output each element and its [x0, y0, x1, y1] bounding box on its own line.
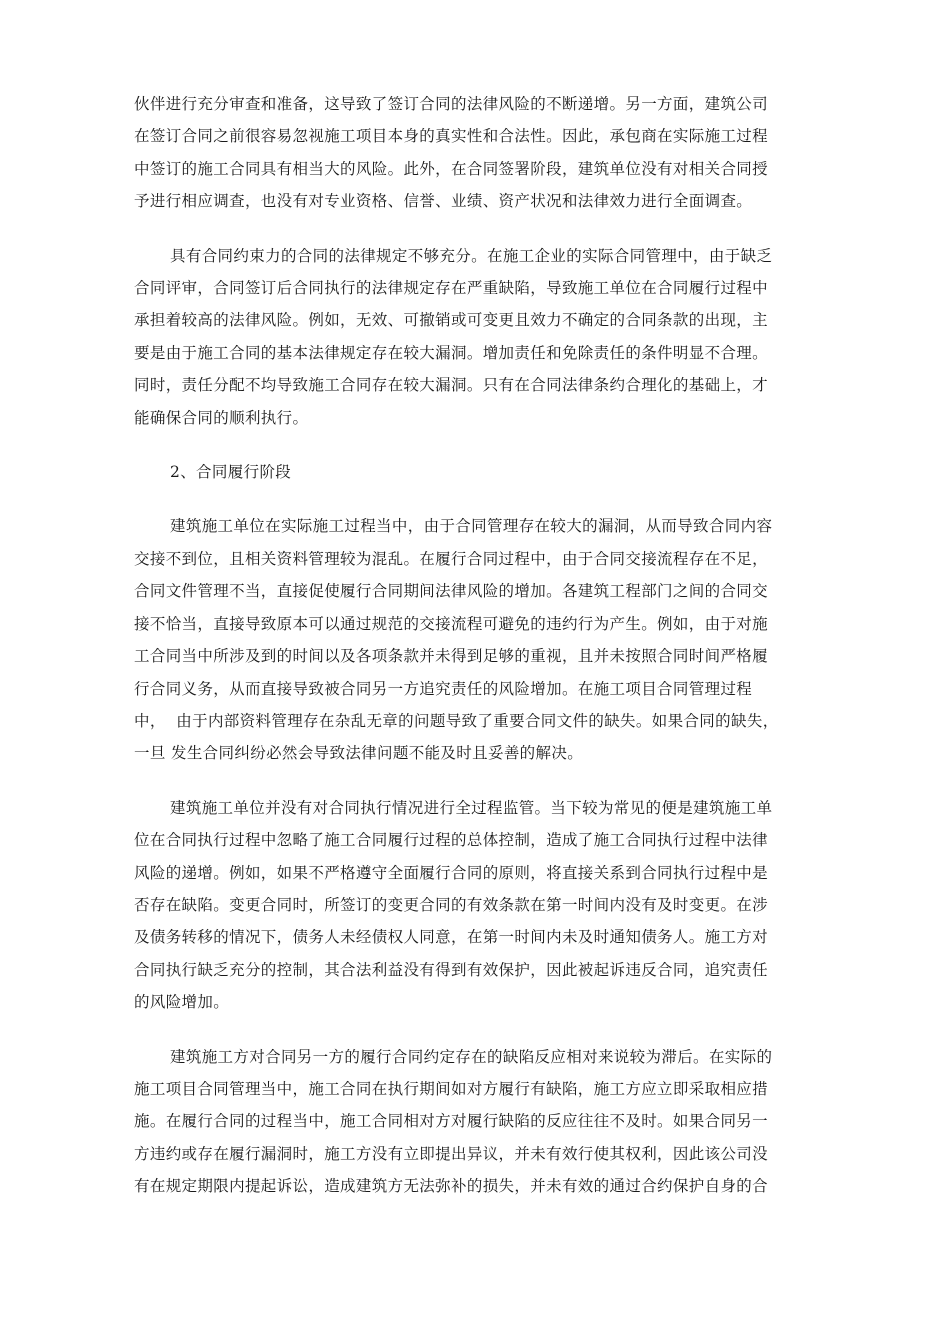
text-line: 有在规定期限内提起诉讼，造成建筑方无法弥补的损失，并未有效的通过合约保护自身的合	[134, 1177, 769, 1196]
text-line: 施。在履行合同的过程当中，施工合同相对方对履行缺陷的反应往往不及时。如果合同另一	[134, 1112, 769, 1131]
text-line: 合同评审，合同签订后合同执行的法律规定存在严重缺陷，导致施工单位在合同履行过程中	[134, 279, 769, 298]
text-line: 中， 由于内部资料管理存在杂乱无章的问题导致了重要合同文件的缺失。如果合同的缺失，	[134, 711, 779, 730]
text-line: 要是由于施工合同的基本法律规定存在较大漏洞。增加责任和免除责任的条件明显不合理。	[134, 343, 769, 362]
paragraph-1	[134, 88, 824, 218]
document-page	[134, 88, 824, 1225]
text-line: 建筑施工单位在实际施工过程当中，由于合同管理存在较大的漏洞，从而导致合同内容	[170, 517, 773, 536]
text-line: 行合同义务，从而直接导致被合同另一方追究责任的风险增加。在施工项目合同管理过程	[134, 679, 753, 698]
text-line: 具有合同约束力的合同的法律规定不够充分。在施工企业的实际合同管理中，由于缺乏	[170, 246, 773, 265]
text-line: 方违约或存在履行漏洞时，施工方没有立即提出异议，并未有效行使其权利，因此该公司没	[134, 1144, 769, 1163]
text-line: 在签订合同之前很容易忽视施工项目本身的真实性和合法性。因此，承包商在实际施工过程	[134, 127, 769, 146]
paragraph-4	[134, 792, 824, 1019]
text-line: 否存在缺陷。变更合同时，所签订的变更合同的有效条款在第一时间内没有及时变更。在涉	[134, 895, 769, 914]
text-line: 伙伴进行充分审查和准备，这导致了签订合同的法律风险的不断递增。另一方面，建筑公司	[134, 95, 769, 113]
text-line: 的风险增加。	[134, 993, 230, 1012]
text-line: 合同执行缺乏充分的控制，其合法利益没有得到有效保护，因此被起诉违反合同，追究责任	[134, 960, 769, 979]
text-line: 工合同当中所涉及到的时间以及各项条款并未得到足够的重视，且并未按照合同时间严格履	[134, 647, 769, 666]
text-line: 建筑施工单位并没有对合同执行情况进行全过程监管。当下较为常见的便是建筑施工单	[170, 798, 773, 817]
text-line: 交接不到位，且相关资料管理较为混乱。在履行合同过程中，由于合同交接流程存在不足，	[134, 549, 769, 568]
text-line: 中签订的施工合同具有相当大的风险。此外，在合同签署阶段，建筑单位没有对相关合同授	[134, 159, 769, 178]
paragraph-2	[134, 240, 824, 434]
text-line: 一旦 发生合同纠纷必然会导致法律问题不能及时且妥善的解决。	[134, 744, 584, 763]
text-line: 承担着较高的法律风险。例如，无效、可撤销或可变更且效力不确定的合同条款的出现，主	[134, 311, 769, 330]
section-heading: 2、合同履行阶段	[170, 463, 292, 482]
text-line: 及债务转移的情况下，债务人未经债权人同意，在第一时间内未及时通知债务人。施工方对	[134, 928, 769, 947]
text-line: 风险的递增。例如，如果不严格遵守全面履行合同的原则，将直接关系到合同执行过程中是	[134, 863, 769, 882]
text-line: 能确保合同的顺利执行。	[134, 408, 309, 427]
text-line: 建筑施工方对合同另一方的履行合同约定存在的缺陷反应相对来说较为滞后。在实际的	[170, 1047, 773, 1066]
text-line: 予进行相应调查，也没有对专业资格、信誉、业绩、资产状况和法律效力进行全面调查。	[134, 192, 753, 211]
text-line: 位在合同执行过程中忽略了施工合同履行过程的总体控制，造成了施工合同执行过程中法律	[134, 831, 769, 850]
paragraph-5	[134, 1041, 824, 1203]
text-line: 施工项目合同管理当中，施工合同在执行期间如对方履行有缺陷，施工方应立即采取相应措	[134, 1079, 769, 1098]
text-line: 合同文件管理不当，直接促使履行合同期间法律风险的增加。各建筑工程部门之间的合同交	[134, 582, 769, 601]
text-line: 同时，责任分配不均导致施工合同存在较大漏洞。只有在合同法律条约合理化的基础上，才	[134, 376, 769, 395]
paragraph-3	[134, 510, 824, 769]
text-line: 接不恰当，直接导致原本可以通过规范的交接流程可避免的违约行为产生。例如，由于对施	[134, 614, 769, 633]
